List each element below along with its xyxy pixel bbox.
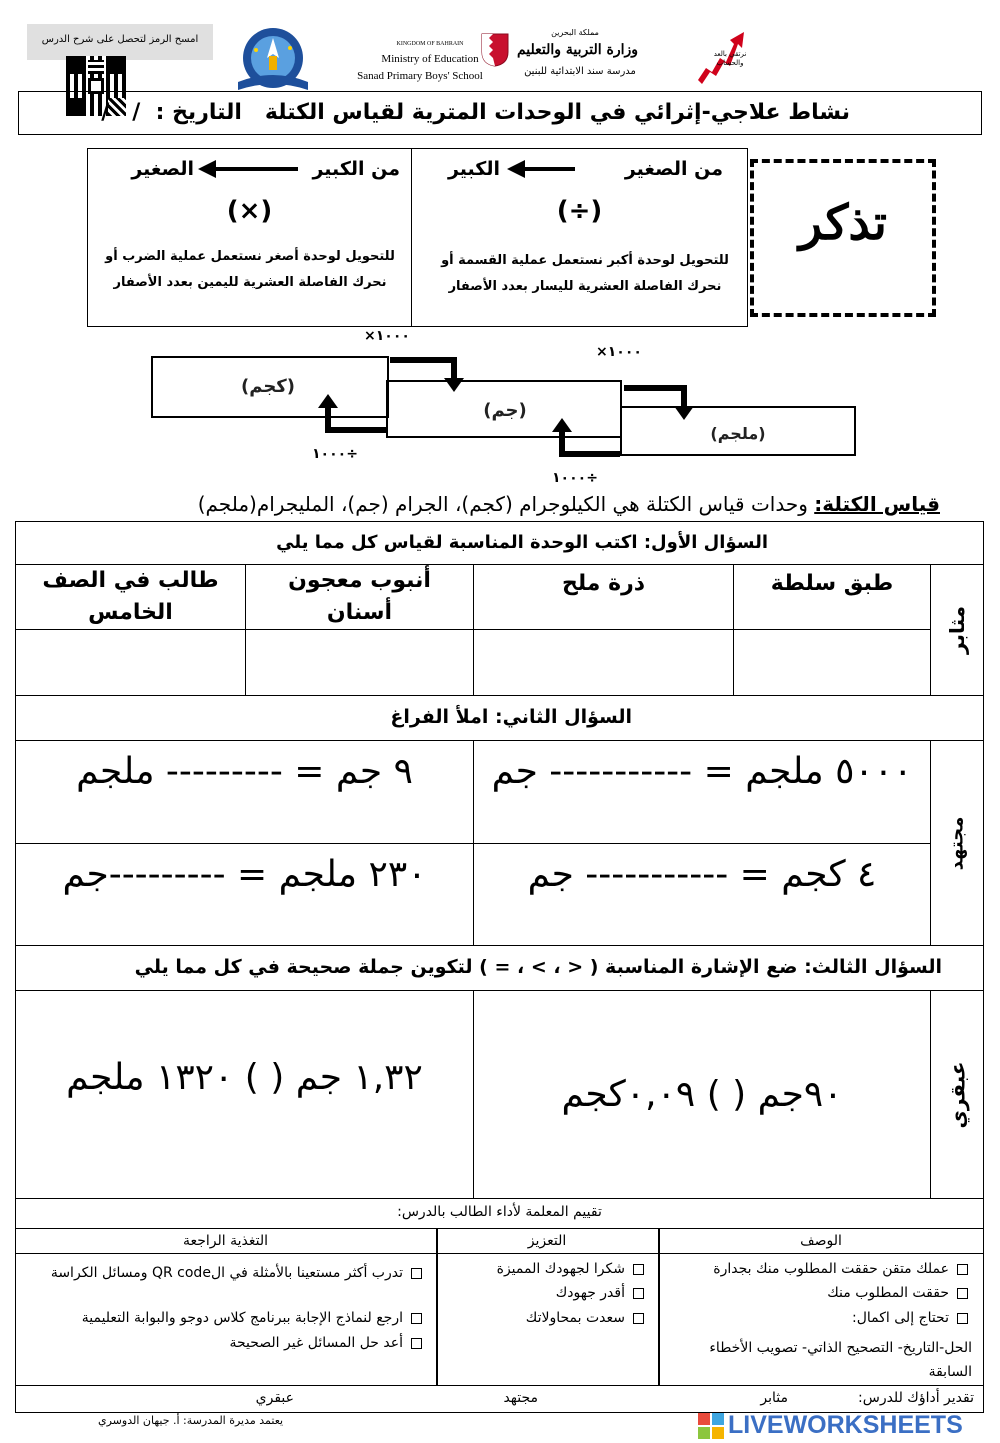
- rule-stb-operation: (÷): [556, 196, 603, 226]
- eval-col-reinforcement: التعزيز: [527, 1233, 567, 1249]
- checkbox[interactable]: [411, 1313, 422, 1324]
- checkbox[interactable]: [633, 1288, 644, 1299]
- eval-col-feedback: التغذية الراجعة: [182, 1233, 269, 1249]
- rule-stb-desc: للتحويل لوحدة أكبر نستعمل عملية القسمة أو نحرك الفاصلة العشرية لليسار بعدد الأصفار: [441, 253, 729, 294]
- q1-title: السؤال الأول: اكتب الوحدة المناسبة لقياس كل مما يلي: [276, 532, 768, 553]
- q1-item-label: أنبوب معجون أسنان: [288, 568, 431, 625]
- q1-item-3: [245, 564, 474, 630]
- bahrain-emblem-icon: [480, 32, 510, 68]
- q1-level: [930, 564, 984, 696]
- mult-label: ×١٠٠٠: [364, 328, 410, 344]
- eval-desc-option[interactable]: [827, 1285, 968, 1301]
- rule-bts-from: من الكبير: [312, 158, 400, 180]
- eval-desc-text: عملك متقن حققت المطلوب منك بجدارة: [713, 1261, 949, 1277]
- rating-option-persistent[interactable]: مثابر: [760, 1390, 788, 1406]
- q2-title: السؤال الثاني: املأ الفراغ: [390, 706, 632, 728]
- ministry-ar: وزارة التربية والتعليم: [516, 42, 639, 58]
- eval-reinforce-option[interactable]: [556, 1285, 644, 1301]
- ministry-en: Ministry of Education: [381, 53, 479, 65]
- q3-level-label: عبقري: [945, 1061, 969, 1128]
- q2-equation: ٤ كجم = ----------- جم: [527, 854, 877, 895]
- q3-level: [930, 990, 984, 1199]
- eval-feedback-text: ارجع لنماذج الإجابة ببرنامج كلاس دوجو والبوابة التعليمية: [81, 1310, 403, 1326]
- checkbox[interactable]: [957, 1264, 968, 1275]
- q1-item-label: ذرة ملح: [561, 571, 646, 596]
- step-down-arrow-icon: [388, 354, 468, 394]
- rating-option-genius[interactable]: عبقري: [255, 1390, 294, 1406]
- rule-stb-to: الكبير: [447, 158, 500, 180]
- eval-desc-note: الحل-التاريخ- التصحيح الذاتي- تصويب الأخطاء السابقة: [709, 1340, 972, 1380]
- eval-desc-text: تحتاج إلى اكمال:: [852, 1310, 949, 1326]
- q1-item-1: [733, 564, 931, 630]
- rule-bts-desc: للتحويل لوحدة أصغر نستعمل عملية الضرب أو نحرك الفاصلة العشرية لليمين بعدد الأصفار: [105, 249, 395, 290]
- q2-item-4[interactable]: [15, 843, 474, 946]
- liveworksheets-icon: [698, 1413, 724, 1439]
- remember-label: تذكر: [799, 195, 887, 251]
- evaluation-title: تقييم المعلمة لأداء الطالب بالدرس:: [397, 1204, 602, 1220]
- q2-equation: ٥٠٠٠ ملجم = ----------- جم: [491, 751, 913, 792]
- eval-reinforce-text: شكرا لجهودك المميزة: [496, 1261, 625, 1277]
- q2-level-label: مجتهد: [946, 816, 968, 870]
- qr-caption: امسح الرمز لتحصل على شرح الدرس: [41, 34, 199, 45]
- eval-feedback-text: أعد حل المسائل غير الصحيحة: [229, 1335, 403, 1351]
- q2-item-3[interactable]: [473, 843, 931, 946]
- kingdom-ar: مملكة البحرين: [551, 28, 599, 37]
- page-title: نشاط علاجي-إثرائي في الوحدات المترية لقياس الكتلة التاريخ : / /: [101, 100, 850, 125]
- eval-reinforce-text: أقدر جهودك: [555, 1285, 625, 1301]
- q2-equation: ٢٣٠ ملجم = ---------جم: [62, 854, 427, 895]
- eval-desc-option[interactable]: [713, 1261, 968, 1277]
- q1-item-4: [15, 564, 246, 630]
- rule-stb-from: من الصغير: [624, 158, 723, 180]
- checkbox[interactable]: [957, 1313, 968, 1324]
- checkbox[interactable]: [957, 1288, 968, 1299]
- approval-note: يعتمد مديرة المدرسة: أ. جيهان الدوسري: [98, 1414, 284, 1427]
- growth-logo-text: نرتقي بالعد والحساب: [713, 50, 747, 67]
- q1-answer-2[interactable]: [473, 629, 734, 696]
- q1-item-label: طبق سلطة: [770, 571, 894, 596]
- q2-item-1[interactable]: [473, 740, 931, 844]
- mult-label: ×١٠٠٠: [596, 344, 642, 360]
- intro-line: [198, 492, 940, 516]
- q3-title: السؤال الثالث: ضع الإشارة المناسبة ( < ، > ، = ) لتكوين جملة صحيحة في كل مما يلي: [134, 956, 942, 978]
- column-divider: [436, 1228, 438, 1386]
- checkbox[interactable]: [633, 1264, 644, 1275]
- eval-reinforce-option[interactable]: [526, 1310, 644, 1326]
- intro-text: وحدات قياس الكتلة هي الكيلوجرام (كجم)، الجرام (جم)، المليجرام(ملجم): [197, 492, 815, 516]
- rating-option-diligent[interactable]: مجتهد: [503, 1390, 538, 1406]
- step-up-arrow-icon: [312, 390, 388, 438]
- liveworksheets-text: LIVEWORKSHEETS: [728, 1411, 963, 1439]
- eval-feedback-option[interactable]: [229, 1335, 422, 1351]
- q2-item-2[interactable]: [15, 740, 474, 844]
- unit-label-mg: (ملجم): [710, 424, 766, 443]
- q3-comparison: ٩٠جم ( ) ٠,٠٩كجم: [561, 1074, 843, 1115]
- eval-feedback-text: تدرب أكثر مستعينا بالأمثلة في الQR code ومسائل الكراسة: [50, 1265, 403, 1281]
- step-down-arrow-icon: [622, 382, 702, 422]
- step-up-arrow-icon: [546, 414, 622, 462]
- liveworksheets-logo: [698, 1411, 998, 1441]
- q3-item-2[interactable]: [15, 990, 474, 1199]
- column-divider: [658, 1228, 660, 1386]
- unit-label-g: (جم): [483, 400, 527, 421]
- school-logo-icon: [232, 24, 314, 96]
- school-ar: مدرسة سند الابتدائية للبنين: [524, 66, 636, 77]
- q2-equation: ٩ جم = --------- ملجم: [76, 751, 413, 792]
- eval-feedback-option[interactable]: [32, 1261, 422, 1285]
- self-rating-row: [15, 1385, 984, 1413]
- q1-answer-4[interactable]: [15, 629, 246, 696]
- q1-answer-1[interactable]: [733, 629, 931, 696]
- eval-col-description: الوصف: [800, 1233, 842, 1249]
- eval-desc-option[interactable]: [852, 1310, 968, 1326]
- eval-desc-text: حققت المطلوب منك: [827, 1285, 949, 1301]
- arrow-left-icon: [196, 158, 300, 180]
- checkbox[interactable]: [633, 1313, 644, 1324]
- q1-item-label: طالب في الصف الخامس: [42, 568, 219, 625]
- q3-item-1[interactable]: [473, 990, 931, 1199]
- div-label: ١٠٠٠÷: [552, 470, 598, 486]
- checkbox[interactable]: [411, 1338, 422, 1349]
- eval-reinforce-option[interactable]: [497, 1261, 644, 1277]
- school-en: Sanad Primary Boys' School: [357, 70, 483, 82]
- rule-bts-operation: (×): [226, 196, 273, 226]
- unit-label-kg: (كجم): [240, 376, 295, 397]
- eval-feedback-option[interactable]: [82, 1310, 422, 1326]
- self-rating-label: تقدير أداؤك للدرس:: [858, 1390, 974, 1406]
- intro-heading: قياس الكتلة:: [814, 492, 940, 516]
- q1-level-label: مثابر: [945, 605, 970, 655]
- checkbox[interactable]: [411, 1268, 422, 1279]
- arrow-left-icon: [505, 158, 577, 180]
- kingdom-en: KINGDOM OF BAHRAIN: [396, 41, 464, 47]
- q3-comparison: ١,٣٢ جم ( ) ١٣٢٠ ملجم: [66, 1057, 423, 1098]
- rule-bts-to: الصغير: [131, 158, 194, 180]
- q1-answer-3[interactable]: [245, 629, 474, 696]
- q1-item-2: [473, 564, 734, 630]
- q2-level: [930, 740, 984, 946]
- eval-reinforce-text: سعدت بمحاولاتك: [525, 1310, 625, 1326]
- div-label: ١٠٠٠÷: [312, 446, 358, 462]
